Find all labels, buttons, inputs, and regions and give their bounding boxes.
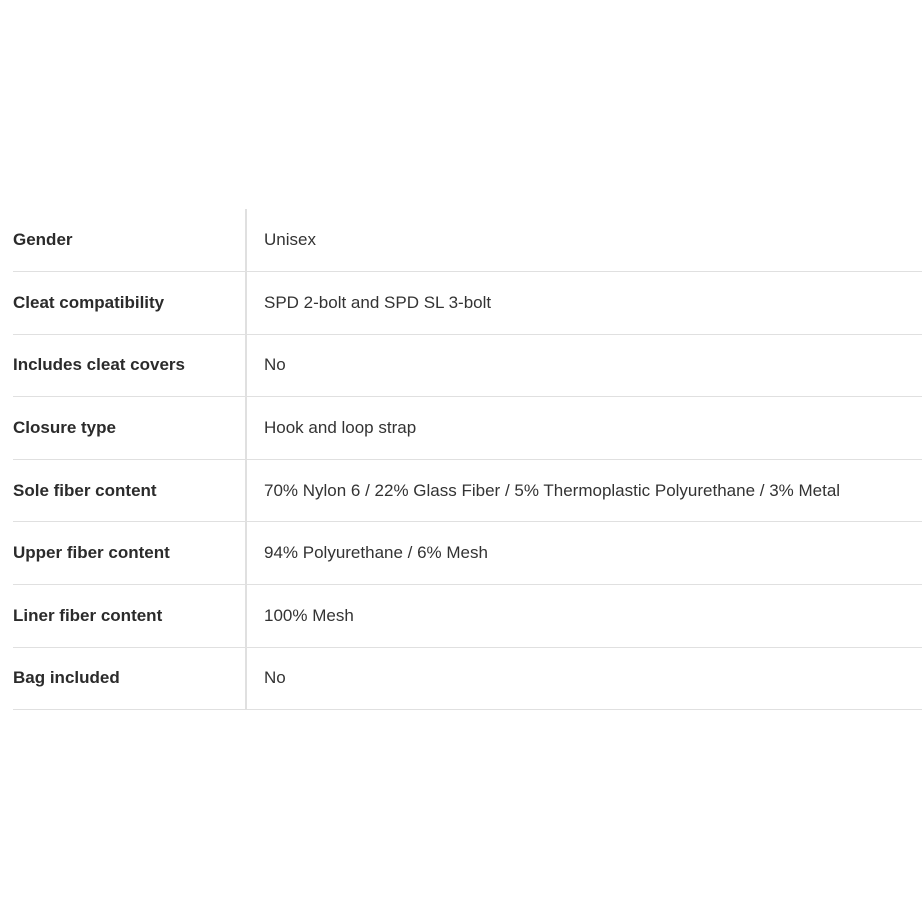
spec-row-closure-type bbox=[13, 397, 922, 460]
spec-row-upper-fiber-content bbox=[13, 522, 922, 585]
spec-value: SPD 2-bolt and SPD SL 3-bolt bbox=[246, 272, 922, 335]
spec-label: Bag included bbox=[13, 647, 246, 710]
spec-value: No bbox=[246, 647, 922, 710]
spec-value: Hook and loop strap bbox=[246, 397, 922, 460]
spec-value: Unisex bbox=[246, 209, 922, 272]
specifications-table bbox=[13, 209, 922, 710]
spec-label: Closure type bbox=[13, 397, 246, 460]
spec-value: 100% Mesh bbox=[246, 585, 922, 648]
spec-row-sole-fiber-content bbox=[13, 459, 922, 522]
spec-value: No bbox=[246, 334, 922, 397]
spec-label: Cleat compatibility bbox=[13, 272, 246, 335]
spec-label: Includes cleat covers bbox=[13, 334, 246, 397]
spec-value: 70% Nylon 6 / 22% Glass Fiber / 5% Thermoplastic Polyurethane / 3% Metal bbox=[246, 459, 922, 522]
spec-label: Sole fiber content bbox=[13, 459, 246, 522]
spec-row-includes-cleat-covers bbox=[13, 334, 922, 397]
spec-label: Gender bbox=[13, 209, 246, 272]
spec-label: Upper fiber content bbox=[13, 522, 246, 585]
spec-row-cleat-compatibility bbox=[13, 272, 922, 335]
spec-label: Liner fiber content bbox=[13, 585, 246, 648]
spec-row-gender bbox=[13, 209, 922, 272]
spec-value: 94% Polyurethane / 6% Mesh bbox=[246, 522, 922, 585]
spec-row-bag-included bbox=[13, 647, 922, 710]
spec-row-liner-fiber-content bbox=[13, 585, 922, 648]
